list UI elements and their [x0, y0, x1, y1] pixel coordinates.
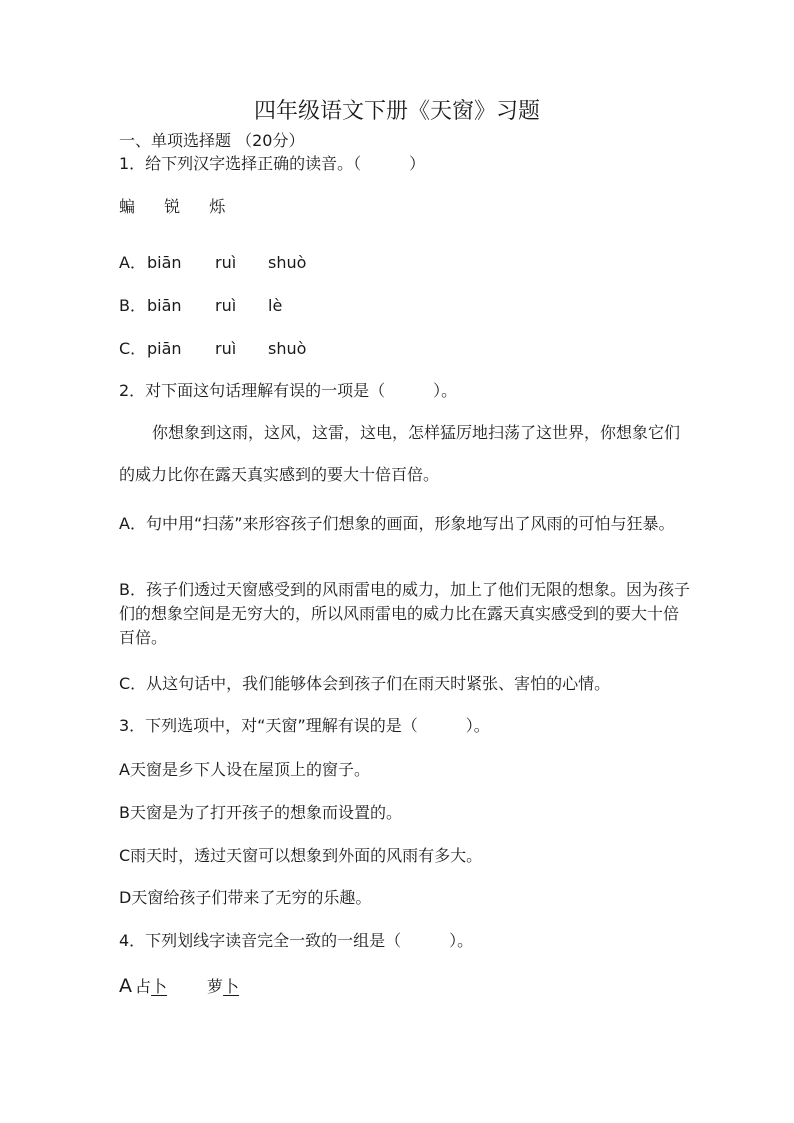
question-3-option-b: B天窗是为了打开孩子的想象而设置的。	[119, 803, 402, 822]
question-1-option-a	[119, 253, 306, 273]
pinyin: shuò	[268, 253, 307, 272]
underlined-word	[207, 977, 239, 997]
option-label: B．	[119, 296, 146, 315]
question-3-stem: 3．下列选项中，对“天窗”理解有误的是（ ）。	[119, 716, 490, 735]
question-4-option-a	[119, 976, 239, 997]
question-4-stem: 4．下列划线字读音完全一致的一组是（ ）。	[119, 931, 474, 950]
question-2-stem: 2．对下面这句话理解有误的一项是（ ）。	[119, 381, 458, 400]
question-3-option-d: D天窗给孩子们带来了无穷的乐趣。	[119, 888, 372, 907]
word-part: 占	[135, 977, 152, 996]
question-1-option-b	[119, 296, 282, 316]
question-1-stem: 1．给下列汉字选择正确的读音。（ ）	[119, 154, 426, 173]
pinyin: ruì	[215, 253, 237, 272]
underlined-character: 卜	[151, 977, 168, 996]
pinyin: ruì	[215, 296, 237, 315]
question-1-characters	[119, 197, 249, 217]
pinyin: ruì	[215, 339, 237, 358]
underlined-character: 卜	[223, 977, 240, 996]
word-part: 萝	[207, 977, 224, 996]
question-1-option-c	[119, 339, 306, 359]
pinyin: biān	[147, 253, 182, 272]
option-label: A．	[119, 253, 146, 272]
option-label: A	[119, 975, 132, 997]
option-label: C．	[119, 339, 147, 358]
pinyin: shuò	[268, 339, 307, 358]
question-2-option-c: C．从这句话中，我们能够体会到孩子们在雨天时紧张、害怕的心情。	[119, 674, 611, 693]
pinyin: biān	[147, 296, 182, 315]
question-2-option-a: A．句中用“扫荡”来形容孩子们想象的画面，形象地写出了风雨的可怕与狂暴。	[119, 514, 675, 533]
question-2-quote: 你想象到这雨，这风，这雷，这电，怎样猛厉地扫荡了这世界，你想象它们的威力比你在露天真实感到的要大十倍百倍。	[119, 423, 681, 484]
section-heading: 一、单项选择题 （20分）	[119, 131, 305, 150]
question-2-option-b: B．孩子们透过天窗感受到的风雨雷电的威力，加上了他们无限的想象。因为孩子们的想象空间是无穷大的，所以风雨雷电的威力比在露天真实感受到的要大十倍百倍。	[119, 580, 690, 647]
character: 蝙	[119, 197, 136, 216]
character: 烁	[209, 197, 226, 216]
pinyin: lè	[268, 296, 283, 315]
question-3-option-a: A天窗是乡下人设在屋顶上的窗子。	[119, 760, 370, 779]
page-title: 四年级语文下册《天窗》习题	[253, 99, 540, 124]
character: 锐	[164, 197, 181, 216]
question-3-option-c: C雨天时，透过天窗可以想象到外面的风雨有多大。	[119, 846, 483, 865]
pinyin: piān	[147, 339, 182, 358]
underlined-word	[135, 977, 167, 997]
